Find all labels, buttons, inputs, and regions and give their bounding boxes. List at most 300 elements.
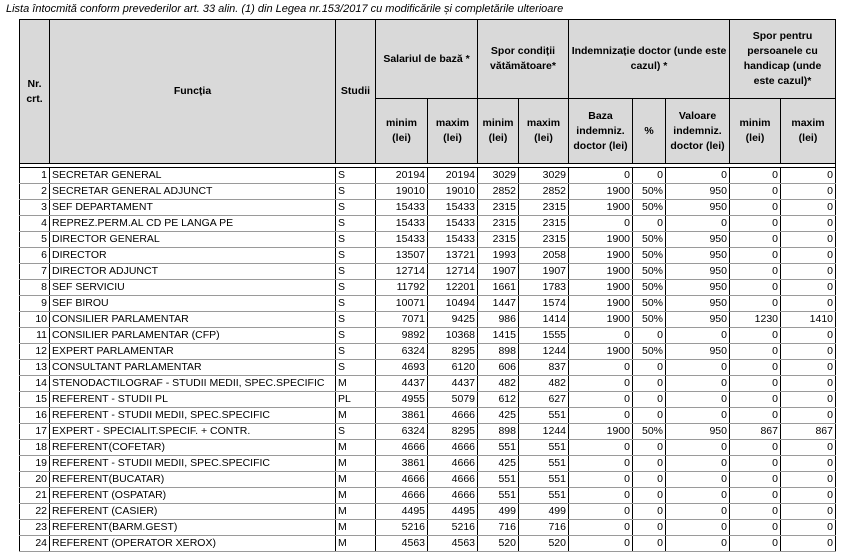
row-handicap-maxim: 1410 [781, 312, 836, 328]
row-spor-minim: 551 [478, 488, 519, 504]
row-nr: 2 [20, 184, 50, 200]
row-nr: 9 [20, 296, 50, 312]
row-studii: M [336, 504, 376, 520]
row-valoare-indemnizatie: 0 [666, 472, 730, 488]
row-handicap-maxim: 0 [781, 248, 836, 264]
row-valoare-indemnizatie: 0 [666, 440, 730, 456]
row-spor-minim: 2315 [478, 232, 519, 248]
row-spor-maxim: 551 [519, 408, 569, 424]
row-valoare-indemnizatie: 0 [666, 216, 730, 232]
row-valoare-indemnizatie: 0 [666, 488, 730, 504]
row-salariu-maxim: 12714 [428, 264, 478, 280]
row-functia: REFERENT(COFETAR) [50, 440, 336, 456]
row-studii: S [336, 248, 376, 264]
row-procent: 0 [633, 520, 666, 536]
row-spor-minim: 551 [478, 472, 519, 488]
row-spor-minim: 1447 [478, 296, 519, 312]
row-salariu-maxim: 8295 [428, 424, 478, 440]
row-procent: 0 [633, 440, 666, 456]
row-handicap-maxim: 0 [781, 440, 836, 456]
row-salariu-maxim: 15433 [428, 216, 478, 232]
row-procent: 50% [633, 344, 666, 360]
row-handicap-minim: 0 [730, 360, 781, 376]
row-studii: M [336, 488, 376, 504]
row-baza-indemnizatie: 0 [569, 408, 633, 424]
row-studii: S [336, 424, 376, 440]
row-handicap-maxim: 0 [781, 488, 836, 504]
row-baza-indemnizatie: 1900 [569, 264, 633, 280]
row-baza-indemnizatie: 0 [569, 440, 633, 456]
row-valoare-indemnizatie: 950 [666, 296, 730, 312]
row-procent: 50% [633, 312, 666, 328]
row-nr: 8 [20, 280, 50, 296]
row-studii: M [336, 472, 376, 488]
row-spor-minim: 1661 [478, 280, 519, 296]
table-row [20, 248, 836, 264]
row-valoare-indemnizatie: 0 [666, 328, 730, 344]
row-salariu-minim: 4495 [376, 504, 428, 520]
row-salariu-maxim: 15433 [428, 232, 478, 248]
row-baza-indemnizatie: 1900 [569, 344, 633, 360]
row-procent: 50% [633, 232, 666, 248]
table-row [20, 264, 836, 280]
row-spor-maxim: 551 [519, 472, 569, 488]
row-baza-indemnizatie: 0 [569, 456, 633, 472]
row-nr: 10 [20, 312, 50, 328]
row-spor-maxim: 551 [519, 488, 569, 504]
row-spor-maxim: 482 [519, 376, 569, 392]
row-handicap-minim: 0 [730, 328, 781, 344]
row-spor-minim: 898 [478, 344, 519, 360]
row-baza-indemnizatie: 0 [569, 168, 633, 184]
row-handicap-minim: 0 [730, 216, 781, 232]
row-baza-indemnizatie: 0 [569, 536, 633, 552]
row-spor-maxim: 2058 [519, 248, 569, 264]
row-handicap-minim: 0 [730, 232, 781, 248]
row-nr: 1 [20, 168, 50, 184]
row-handicap-maxim: 0 [781, 344, 836, 360]
header-handicap-minim: minim (lei) [730, 99, 781, 164]
row-spor-minim: 986 [478, 312, 519, 328]
table-row [20, 488, 836, 504]
row-salariu-maxim: 8295 [428, 344, 478, 360]
row-handicap-maxim: 0 [781, 296, 836, 312]
row-salariu-maxim: 4666 [428, 440, 478, 456]
row-functia: SEF BIROU [50, 296, 336, 312]
row-spor-maxim: 520 [519, 536, 569, 552]
row-baza-indemnizatie: 1900 [569, 232, 633, 248]
table-header [20, 20, 836, 168]
row-spor-minim: 3029 [478, 168, 519, 184]
row-procent: 0 [633, 504, 666, 520]
row-salariu-maxim: 10368 [428, 328, 478, 344]
row-salariu-minim: 10071 [376, 296, 428, 312]
row-handicap-maxim: 0 [781, 184, 836, 200]
table-row [20, 456, 836, 472]
row-salariu-minim: 15433 [376, 216, 428, 232]
table-row [20, 168, 836, 184]
row-valoare-indemnizatie: 950 [666, 184, 730, 200]
row-valoare-indemnizatie: 950 [666, 280, 730, 296]
row-baza-indemnizatie: 1900 [569, 184, 633, 200]
row-baza-indemnizatie: 0 [569, 376, 633, 392]
row-spor-maxim: 1244 [519, 424, 569, 440]
row-handicap-minim: 0 [730, 440, 781, 456]
row-baza-indemnizatie: 1900 [569, 296, 633, 312]
row-handicap-maxim: 0 [781, 456, 836, 472]
row-spor-minim: 606 [478, 360, 519, 376]
row-valoare-indemnizatie: 950 [666, 200, 730, 216]
row-salariu-maxim: 15433 [428, 200, 478, 216]
row-studii: M [336, 376, 376, 392]
table-row [20, 520, 836, 536]
row-procent: 50% [633, 296, 666, 312]
header-spor-conditii: Spor condiții vătămătoare* [478, 20, 569, 99]
row-handicap-maxim: 0 [781, 360, 836, 376]
row-baza-indemnizatie: 1900 [569, 200, 633, 216]
header-baza-indemnizatie: Baza indemniz. doctor (lei) [569, 99, 633, 164]
salary-table-container [19, 19, 836, 552]
row-procent: 0 [633, 376, 666, 392]
row-studii: M [336, 520, 376, 536]
row-studii: PL [336, 392, 376, 408]
row-functia: REFERENT - STUDII MEDII, SPEC.SPECIFIC [50, 408, 336, 424]
row-salariu-minim: 4437 [376, 376, 428, 392]
header-handicap-maxim: maxim (lei) [781, 99, 836, 164]
row-salariu-minim: 7071 [376, 312, 428, 328]
row-salariu-minim: 12714 [376, 264, 428, 280]
row-salariu-maxim: 4437 [428, 376, 478, 392]
row-procent: 50% [633, 424, 666, 440]
row-functia: DIRECTOR ADJUNCT [50, 264, 336, 280]
row-handicap-minim: 0 [730, 536, 781, 552]
table-row [20, 296, 836, 312]
row-procent: 50% [633, 248, 666, 264]
header-spor-handicap: Spor pentru persoanele cu handicap (unde este cazul)* [730, 20, 836, 99]
row-valoare-indemnizatie: 950 [666, 312, 730, 328]
row-salariu-minim: 4666 [376, 488, 428, 504]
table-row [20, 200, 836, 216]
header-nr-crt: Nr. crt. [20, 20, 50, 164]
header-spor-minim: minim (lei) [478, 99, 519, 164]
row-functia: DIRECTOR GENERAL [50, 232, 336, 248]
row-spor-maxim: 2315 [519, 200, 569, 216]
row-spor-maxim: 551 [519, 456, 569, 472]
table-body [20, 168, 836, 552]
row-functia: EXPERT - SPECIALIT.SPECIF. + CONTR. [50, 424, 336, 440]
row-salariu-minim: 15433 [376, 200, 428, 216]
row-studii: S [336, 232, 376, 248]
row-salariu-minim: 4666 [376, 440, 428, 456]
row-salariu-maxim: 6120 [428, 360, 478, 376]
row-nr: 19 [20, 456, 50, 472]
row-nr: 16 [20, 408, 50, 424]
row-studii: M [336, 456, 376, 472]
row-procent: 0 [633, 472, 666, 488]
table-row [20, 440, 836, 456]
row-handicap-minim: 0 [730, 520, 781, 536]
row-handicap-minim: 0 [730, 296, 781, 312]
row-studii: S [336, 296, 376, 312]
row-handicap-minim: 0 [730, 344, 781, 360]
row-nr: 14 [20, 376, 50, 392]
row-procent: 0 [633, 456, 666, 472]
row-baza-indemnizatie: 0 [569, 392, 633, 408]
row-baza-indemnizatie: 0 [569, 488, 633, 504]
row-spor-minim: 425 [478, 408, 519, 424]
salary-table [19, 19, 836, 552]
row-nr: 7 [20, 264, 50, 280]
row-salariu-minim: 6324 [376, 344, 428, 360]
row-baza-indemnizatie: 0 [569, 504, 633, 520]
table-row [20, 408, 836, 424]
row-salariu-minim: 11792 [376, 280, 428, 296]
row-studii: S [336, 360, 376, 376]
row-valoare-indemnizatie: 0 [666, 392, 730, 408]
row-valoare-indemnizatie: 0 [666, 360, 730, 376]
row-valoare-indemnizatie: 0 [666, 456, 730, 472]
row-spor-maxim: 2315 [519, 216, 569, 232]
row-baza-indemnizatie: 1900 [569, 424, 633, 440]
row-procent: 0 [633, 360, 666, 376]
row-spor-minim: 2315 [478, 200, 519, 216]
row-valoare-indemnizatie: 950 [666, 232, 730, 248]
row-functia: SECRETAR GENERAL [50, 168, 336, 184]
row-spor-maxim: 1414 [519, 312, 569, 328]
row-valoare-indemnizatie: 950 [666, 248, 730, 264]
table-row [20, 472, 836, 488]
row-valoare-indemnizatie: 0 [666, 536, 730, 552]
row-handicap-minim: 0 [730, 456, 781, 472]
header-salariu-maxim: maxim (lei) [428, 99, 478, 164]
row-salariu-minim: 9892 [376, 328, 428, 344]
row-studii: S [336, 264, 376, 280]
row-spor-minim: 1993 [478, 248, 519, 264]
row-procent: 0 [633, 216, 666, 232]
row-studii: S [336, 184, 376, 200]
table-row [20, 344, 836, 360]
header-spor-maxim: maxim (lei) [519, 99, 569, 164]
row-nr: 17 [20, 424, 50, 440]
row-studii: S [336, 344, 376, 360]
row-spor-minim: 1907 [478, 264, 519, 280]
row-handicap-minim: 0 [730, 184, 781, 200]
row-functia: CONSILIER PARLAMENTAR (CFP) [50, 328, 336, 344]
row-handicap-maxim: 0 [781, 168, 836, 184]
row-handicap-maxim: 0 [781, 504, 836, 520]
header-salariu-baza: Salariul de bază * [376, 20, 478, 99]
row-salariu-maxim: 12201 [428, 280, 478, 296]
row-handicap-maxim: 0 [781, 408, 836, 424]
row-spor-maxim: 1244 [519, 344, 569, 360]
row-nr: 20 [20, 472, 50, 488]
row-studii: S [336, 168, 376, 184]
row-procent: 50% [633, 264, 666, 280]
table-row [20, 424, 836, 440]
row-salariu-maxim: 9425 [428, 312, 478, 328]
row-baza-indemnizatie: 1900 [569, 280, 633, 296]
row-functia: REFERENT (OSPATAR) [50, 488, 336, 504]
row-studii: M [336, 408, 376, 424]
row-nr: 21 [20, 488, 50, 504]
row-spor-maxim: 716 [519, 520, 569, 536]
row-functia: REFERENT(BUCATAR) [50, 472, 336, 488]
row-baza-indemnizatie: 0 [569, 328, 633, 344]
row-studii: S [336, 200, 376, 216]
row-nr: 24 [20, 536, 50, 552]
row-handicap-minim: 0 [730, 200, 781, 216]
row-handicap-maxim: 0 [781, 280, 836, 296]
row-procent: 0 [633, 536, 666, 552]
row-functia: EXPERT PARLAMENTAR [50, 344, 336, 360]
row-spor-maxim: 627 [519, 392, 569, 408]
row-spor-maxim: 1555 [519, 328, 569, 344]
row-valoare-indemnizatie: 0 [666, 376, 730, 392]
row-procent: 50% [633, 184, 666, 200]
row-handicap-maxim: 867 [781, 424, 836, 440]
row-handicap-maxim: 0 [781, 216, 836, 232]
row-functia: REFERENT(BARM.GEST) [50, 520, 336, 536]
row-handicap-minim: 0 [730, 472, 781, 488]
table-row [20, 312, 836, 328]
row-handicap-maxim: 0 [781, 200, 836, 216]
row-spor-maxim: 3029 [519, 168, 569, 184]
table-row [20, 232, 836, 248]
row-salariu-maxim: 5079 [428, 392, 478, 408]
row-nr: 5 [20, 232, 50, 248]
row-spor-minim: 520 [478, 536, 519, 552]
row-salariu-maxim: 10494 [428, 296, 478, 312]
row-nr: 3 [20, 200, 50, 216]
row-spor-minim: 551 [478, 440, 519, 456]
row-functia: DIRECTOR [50, 248, 336, 264]
row-salariu-maxim: 5216 [428, 520, 478, 536]
row-salariu-minim: 4666 [376, 472, 428, 488]
row-handicap-minim: 0 [730, 392, 781, 408]
row-salariu-maxim: 4666 [428, 408, 478, 424]
row-baza-indemnizatie: 0 [569, 472, 633, 488]
row-salariu-minim: 3861 [376, 408, 428, 424]
row-handicap-minim: 0 [730, 504, 781, 520]
row-studii: S [336, 312, 376, 328]
row-salariu-maxim: 4666 [428, 488, 478, 504]
row-spor-maxim: 1907 [519, 264, 569, 280]
row-handicap-minim: 0 [730, 168, 781, 184]
row-spor-minim: 482 [478, 376, 519, 392]
row-salariu-minim: 15433 [376, 232, 428, 248]
row-handicap-maxim: 0 [781, 376, 836, 392]
row-spor-minim: 612 [478, 392, 519, 408]
row-spor-minim: 2852 [478, 184, 519, 200]
row-functia: SECRETAR GENERAL ADJUNCT [50, 184, 336, 200]
row-baza-indemnizatie: 1900 [569, 312, 633, 328]
row-handicap-minim: 0 [730, 280, 781, 296]
row-procent: 0 [633, 328, 666, 344]
table-row [20, 216, 836, 232]
row-handicap-minim: 0 [730, 408, 781, 424]
row-spor-minim: 1415 [478, 328, 519, 344]
row-salariu-maxim: 4563 [428, 536, 478, 552]
row-handicap-minim: 867 [730, 424, 781, 440]
row-salariu-minim: 4693 [376, 360, 428, 376]
row-studii: M [336, 536, 376, 552]
row-valoare-indemnizatie: 950 [666, 264, 730, 280]
table-row [20, 504, 836, 520]
row-procent: 0 [633, 488, 666, 504]
header-valoare-indemnizatie: Valoare indemniz. doctor (lei) [666, 99, 730, 164]
table-row [20, 184, 836, 200]
row-spor-minim: 425 [478, 456, 519, 472]
row-handicap-maxim: 0 [781, 328, 836, 344]
row-handicap-maxim: 0 [781, 536, 836, 552]
row-functia: REFERENT - STUDII MEDII, SPEC.SPECIFIC [50, 456, 336, 472]
row-baza-indemnizatie: 0 [569, 520, 633, 536]
row-valoare-indemnizatie: 950 [666, 344, 730, 360]
row-nr: 4 [20, 216, 50, 232]
row-procent: 50% [633, 280, 666, 296]
row-baza-indemnizatie: 0 [569, 216, 633, 232]
row-nr: 15 [20, 392, 50, 408]
row-handicap-minim: 1230 [730, 312, 781, 328]
row-spor-minim: 2315 [478, 216, 519, 232]
row-salariu-minim: 13507 [376, 248, 428, 264]
row-spor-maxim: 1574 [519, 296, 569, 312]
row-handicap-minim: 0 [730, 264, 781, 280]
row-procent: 0 [633, 408, 666, 424]
row-nr: 23 [20, 520, 50, 536]
row-baza-indemnizatie: 1900 [569, 248, 633, 264]
row-spor-minim: 898 [478, 424, 519, 440]
row-valoare-indemnizatie: 0 [666, 168, 730, 184]
row-spor-minim: 499 [478, 504, 519, 520]
row-handicap-maxim: 0 [781, 392, 836, 408]
table-row [20, 328, 836, 344]
row-functia: SEF SERVICIU [50, 280, 336, 296]
row-spor-maxim: 2852 [519, 184, 569, 200]
row-functia: REFERENT - STUDII PL [50, 392, 336, 408]
row-valoare-indemnizatie: 0 [666, 504, 730, 520]
row-handicap-minim: 0 [730, 248, 781, 264]
row-valoare-indemnizatie: 0 [666, 408, 730, 424]
table-row [20, 536, 836, 552]
row-salariu-minim: 20194 [376, 168, 428, 184]
row-salariu-maxim: 13721 [428, 248, 478, 264]
table-row [20, 376, 836, 392]
row-handicap-minim: 0 [730, 488, 781, 504]
row-salariu-maxim: 4495 [428, 504, 478, 520]
row-salariu-maxim: 4666 [428, 456, 478, 472]
row-nr: 12 [20, 344, 50, 360]
row-valoare-indemnizatie: 0 [666, 520, 730, 536]
table-row [20, 392, 836, 408]
row-studii: S [336, 328, 376, 344]
header-procent: % [633, 99, 666, 164]
row-spor-maxim: 1783 [519, 280, 569, 296]
row-handicap-maxim: 0 [781, 264, 836, 280]
document-caption: Lista întocmită conform prevederilor art. 33 alin. (1) din Legea nr.153/2017 cu modificările și completările ulterioare [6, 3, 564, 15]
row-spor-maxim: 499 [519, 504, 569, 520]
row-handicap-maxim: 0 [781, 472, 836, 488]
header-functia: Funcția [50, 20, 336, 164]
row-procent: 0 [633, 168, 666, 184]
row-functia: CONSULTANT PARLAMENTAR [50, 360, 336, 376]
row-spor-maxim: 2315 [519, 232, 569, 248]
row-salariu-maxim: 20194 [428, 168, 478, 184]
row-procent: 50% [633, 200, 666, 216]
row-functia: STENODACTILOGRAF - STUDII MEDII, SPEC.SPECIFIC [50, 376, 336, 392]
row-functia: REPREZ.PERM.AL CD PE LANGA PE [50, 216, 336, 232]
row-studii: S [336, 216, 376, 232]
